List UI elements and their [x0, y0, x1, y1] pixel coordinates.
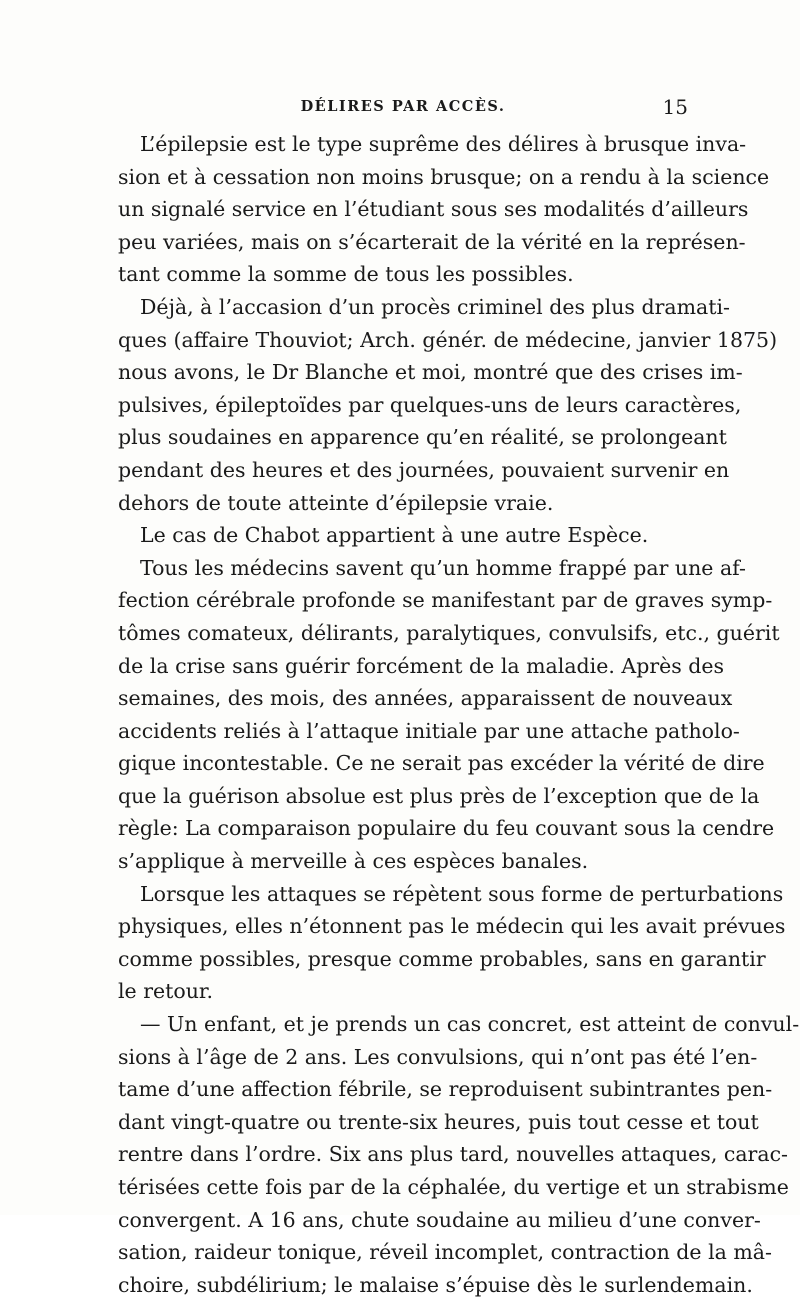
text-line: rentre dans l’ordre. Six ans plus tard, nouvelles attaques, carac-	[118, 1142, 788, 1167]
text-line: Tous les médecins savent qu’un homme frappé par une af-	[140, 555, 746, 580]
paragraph	[118, 519, 688, 552]
paragraph	[118, 1008, 800, 1301]
paragraph	[118, 552, 780, 878]
paragraph	[118, 878, 786, 1008]
running-head-title: DÉLIRES PAR ACCÈS.	[300, 98, 506, 115]
running-head	[118, 95, 688, 122]
text-line: comme possibles, presque comme probables, sans en garantir	[118, 946, 766, 971]
text-line: physiques, elles n’étonnent pas le médecin qui les avait prévues	[118, 914, 786, 939]
text-line: L’épilepsie est le type suprême des délires à brusque inva-	[140, 132, 747, 156]
text-line: Déjà, à l’accasion d’un procès criminel des plus dramati-	[140, 294, 730, 319]
text-line: règle: La comparaison populaire du feu couvant sous la cendre	[118, 816, 775, 841]
text-line: fection cérébrale profonde se manifestant par de graves symp-	[118, 588, 773, 613]
text-line: peu variées, mais on s’écarterait de la vérité en la représen-	[118, 229, 746, 254]
text-line: sion et à cessation non moins brusque; on a rendu à la science	[118, 164, 770, 189]
text-line: s’applique à merveille à ces espèces banales.	[118, 849, 589, 874]
paragraph	[118, 128, 770, 291]
text-line: dehors de toute atteinte d’épilepsie vraie.	[118, 490, 554, 515]
text-line: gique incontestable. Ce ne serait pas excéder la vérité de dire	[118, 751, 765, 776]
text-line: le retour.	[118, 979, 213, 1004]
text-line: pendant des heures et des journées, pouvaient survenir en	[118, 457, 730, 482]
text-line: tant comme la somme de tous les possibles.	[118, 262, 574, 287]
text-line: de la crise sans guérir forcément de la maladie. Après des	[118, 653, 725, 678]
paragraph	[118, 291, 778, 519]
page-number: 15	[662, 95, 688, 119]
text-line: plus soudaines en apparence qu’en réalité, se prolongeant	[118, 425, 727, 450]
text-line: nous avons, le Dr Blanche et moi, montré que des crises im-	[118, 360, 743, 385]
text-line: ques (affaire Thouviot; Arch. génér. de médecine, janvier 1875)	[118, 327, 778, 352]
text-line: sions à l’âge de 2 ans. Les convulsions, qui n’ont pas été l’en-	[118, 1044, 758, 1069]
text-line: — Un enfant, et je prends un cas concret, est atteint de convul-	[140, 1012, 800, 1037]
text-line: tame d’une affection fébrile, se reproduisent subintrantes pen-	[118, 1077, 773, 1102]
text-line: Le cas de Chabot appartient à une autre Espèce.	[140, 523, 649, 548]
text-line: dant vingt-quatre ou trente-six heures, puis tout cesse et tout	[118, 1109, 759, 1134]
text-line: convergent. A 16 ans, chute soudaine au milieu d’une conver-	[118, 1207, 761, 1232]
text-line: tômes comateux, délirants, paralytiques, convulsifs, etc., guérit	[118, 620, 780, 645]
text-line: térisées cette fois par de la céphalée, du vertige et un strabisme	[118, 1175, 789, 1199]
text-line: Lorsque les attaques se répètent sous forme de perturbations	[140, 881, 784, 906]
text-line: sation, raideur tonique, réveil incomplet, contraction de la mâ-	[118, 1240, 772, 1265]
text-line: choire, subdélirium; le malaise s’épuise dès le surlendemain.	[118, 1272, 753, 1297]
text-line: que la guérison absolue est plus près de l’exception que de la	[118, 783, 760, 808]
text-line: accidents reliés à l’attaque initiale par une attache patholo-	[118, 718, 740, 743]
text-line: un signalé service en l’étudiant sous ses modalités d’ailleurs	[118, 197, 749, 222]
text-line: pulsives, épileptoïdes par quelques-uns de leurs caractères,	[118, 392, 742, 417]
body-text	[118, 128, 800, 1301]
text-line: semaines, des mois, des années, apparaissent de nouveaux	[118, 686, 733, 711]
